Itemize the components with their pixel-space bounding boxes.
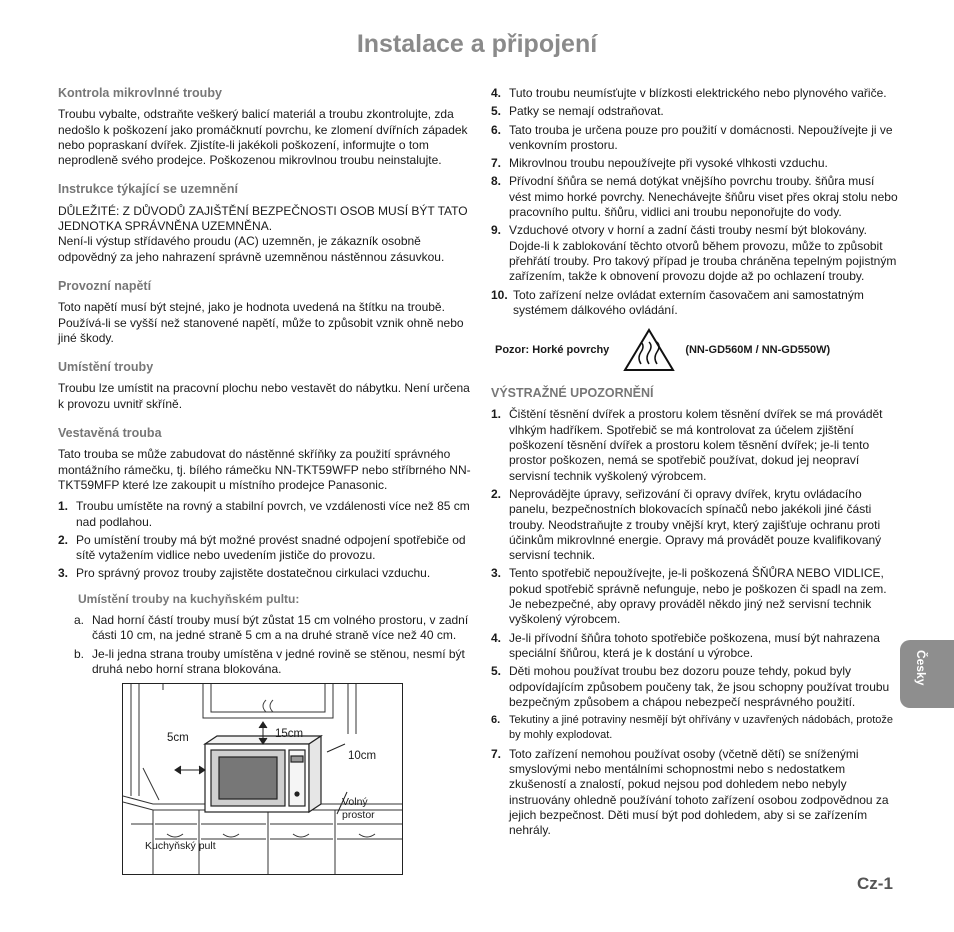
counter-placement-list xyxy=(58,613,476,677)
list-item xyxy=(491,747,899,839)
dim-label-10cm: 10cm xyxy=(348,750,377,762)
list-item xyxy=(491,664,899,710)
list-item xyxy=(491,631,899,662)
item-number: 1. xyxy=(491,407,502,422)
free-space-label-2: prostor xyxy=(342,809,375,821)
section-text-placement: Troubu lze umístit na pracovní plochu nebo vestavět do nábytku. Není určena k provozu uvnitř skříně. xyxy=(58,381,470,411)
caution-models: (NN-GD560M / NN-GD550W) xyxy=(685,343,831,356)
item-text: Toto zařízení nemohou používat osoby (včetně dětí) se sníženými smyslovými nebo mentálními schopnostmi nebo s nedostatkem zkušeností a znalostí, pokud nejsou pod dohledem nebo nebyly instruovány ohledně používání tohoto zařízení osobou zodpovědnou za jejich bezpečnost. Děti musí být pod dohledem, aby si se zařízením nehrály. xyxy=(509,746,889,838)
item-number: 3. xyxy=(58,566,69,581)
item-text: Troubu umístěte na rovný a stabilní povrch, ve vzdálenosti více než 85 cm nad podlahou. xyxy=(76,499,470,529)
list-item xyxy=(491,174,899,220)
item-number: 2. xyxy=(58,532,69,547)
section-title-check: Kontrola mikrovlnné trouby xyxy=(58,86,222,100)
list-item xyxy=(58,499,476,530)
grounding-important: DŮLEŽITÉ: Z DŮVODŮ ZAJIŠTĚNÍ BEZPEČNOSTI OSOB MUSÍ BÝT TATO JEDNOTKA SPRÁVNĚNA UZEMNĚNA. xyxy=(58,203,468,234)
list-item xyxy=(491,407,899,483)
caution-label: Pozor: Horké povrchy xyxy=(495,343,610,356)
page-number: Cz-1 xyxy=(857,874,893,893)
item-text: Je-li jedna strana trouby umístěna v jedné rovině se stěnou, nesmí být druhá nebo horní strana blokována. xyxy=(92,646,465,676)
item-text: Děti mohou používat troubu bez dozoru pouze tehdy, pokud byly odpovídajícím způsobem poučeny tak, že jsou schopny používat troubu bezpečným způsobem a chápou nebezpečí nesprávného použití. xyxy=(509,664,890,709)
language-tab xyxy=(900,640,954,708)
free-space-label: Volný xyxy=(342,796,368,808)
item-letter: b. xyxy=(74,646,85,661)
list-item xyxy=(491,487,899,563)
warning-title: VÝSTRAŽNÉ UPOZORNĚNÍ xyxy=(491,386,654,401)
item-text: Je-li přívodní šňůra tohoto spotřebiče poškozena, musí být nahrazena speciální šňůrou, která je k dostání u výrobce. xyxy=(509,630,880,660)
list-item xyxy=(58,613,476,644)
hot-surface-caution xyxy=(495,328,899,372)
item-number: 5. xyxy=(491,104,502,119)
left-column xyxy=(58,86,476,680)
placement-list-cont xyxy=(491,86,899,318)
item-letter: a. xyxy=(74,613,85,628)
item-text: Čištění těsnění dvířek a prostoru kolem těsnění dvířek se má provádět vlhkým hadříkem. Spotřebič se má kontrolovat za účelem zjištění poškození těsnění dvířek a prostoru kolem těsnění dvířek; je-li tento prostor poškozen, nemá se spotřebič používat, dokud jej neopraví servisní technik vyškolený výrobcem. xyxy=(509,407,883,483)
item-number: 6. xyxy=(491,714,501,727)
section-text-voltage: Toto napětí musí být stejné, jako je hodnota uvedená na štítku na troubě. Používá-li se vyšší než stanovené napětí, může to způsobit vznik ohně nebo jiné škody. xyxy=(58,300,464,345)
item-text: Tato trouba je určena pouze pro použití v domácnosti. Nepoužívejte ji ve venkovním prostoru. xyxy=(509,122,893,152)
list-item xyxy=(491,288,899,319)
list-item xyxy=(58,647,476,678)
list-item xyxy=(491,86,899,101)
item-text: Po umístění trouby má být možné provést snadné odpojení spotřebiče od sítě vytažením vidlice nebo uvedením jističe do provozu. xyxy=(76,532,466,563)
section-text-built-in: Tato trouba se může zabudovat do nástěnné skříňky za použití správného montážního rámečku, tj. bílého rámečku NN-TKT59WFP nebo stříbrného NN-TKT59MFP které lze zakoupit u místního prodejce Panasonic. xyxy=(58,447,471,492)
list-item xyxy=(491,123,899,154)
counter-placement-title: Umístění trouby na kuchyňském pultu: xyxy=(78,591,300,606)
list-item xyxy=(491,713,899,744)
item-text: Pro správný provoz trouby zajistěte dostatečnou cirkulaci vzduchu. xyxy=(76,566,431,581)
item-text: Nad horní částí trouby musí být zůstat 15 cm volného prostoru, v zadní části 10 cm, na jedné straně 5 cm a na druhé straně více než 40 cm. xyxy=(92,613,469,643)
dim-label-5cm: 5cm xyxy=(167,732,189,744)
item-text: Tento spotřebič nepoužívejte, je-li poškozená ŠŇŮRA NEBO VIDLICE, pokud spotřebič správně nefunguje, nebo je poškozen či spadl na zem. Je nebezpečné, aby opravy prováděl někdo jiný než servisní technik vyškolený výrobcem. xyxy=(509,566,887,627)
list-item xyxy=(491,566,899,627)
item-text: Tekutiny a jiné potraviny nesmějí být ohřívány v uzavřených nádobách, protože by mohly explodovat. xyxy=(509,714,893,742)
list-item xyxy=(491,223,899,284)
item-text: Patky se nemají odstraňovat. xyxy=(509,104,664,119)
item-number: 3. xyxy=(491,566,502,581)
item-text: Neprovádějte úpravy, seřizování či opravy dvířek, krytu ovládacího panelu, bezpečnostních blokovacích spínačů nebo jakékoli jiné části trouby. Neodstraňujte z trouby vnější kryt, který zajišťuje ochranu proti účinkům mikrovlnné energie. Opravy má provádět pouze kvalifikovaný servisní technik. xyxy=(509,486,882,563)
item-number: 1. xyxy=(58,499,69,514)
item-number: 6. xyxy=(491,122,502,137)
page-title: Instalace a připojení xyxy=(356,30,598,58)
list-item xyxy=(58,566,476,581)
list-item xyxy=(491,104,899,119)
item-number: 5. xyxy=(491,664,502,679)
section-text-check: Troubu vybalte, odstraňte veškerý balicí materiál a troubu zkontrolujte, zda nedošlo k poškození jako promáčknutí povrchu, ke zlomení dvířních západek nebo popraskaní dvířek. Zjistíte-li jakékoli poškození, informujte o tom neprodleně svého prodejce. Poškozenou mikrovlnou troubu neinstalujte. xyxy=(58,107,468,168)
section-title-built-in: Vestavěná trouba xyxy=(58,426,162,441)
section-title-grounding: Instrukce týkající se uzemnění xyxy=(58,182,238,197)
grounding-text: Není-li výstup střídavého proudu (AC) uzemněn, je zákazník osobně odpovědný za jeho nahrazení správně uzemněnou nástěnnou zásuvkou. xyxy=(58,234,445,264)
item-text: Tuto troubu neumísťujte v blízkosti elektrického nebo plynového vařiče. xyxy=(509,86,887,100)
item-number: 2. xyxy=(491,486,502,501)
warning-list xyxy=(491,407,899,838)
item-text: Přívodní šňůra se nemá dotýkat vnějšího povrchu trouby. šňůra musí vést mimo horké povrchy. Nenechávejte šňůru viset přes okraj stolu nebo pracovního pultu. šňůru, vidlici ani troubu neponořujte do vody. xyxy=(509,174,898,220)
item-number: 4. xyxy=(491,630,502,645)
section-title-placement: Umístění trouby xyxy=(58,360,154,375)
list-item xyxy=(491,156,899,171)
dim-label-15cm: 15cm xyxy=(275,728,304,740)
item-number: 7. xyxy=(491,156,502,171)
item-text: Toto zařízení nelze ovládat externím časovačem ani samostatným systémem dálkového ovládání. xyxy=(513,287,864,317)
counter-label: Kuchyňský pult xyxy=(145,840,216,852)
language-tab-label: Česky xyxy=(914,650,928,686)
hot-surface-icon xyxy=(623,328,675,372)
item-text: Vzduchové otvory v horní a zadní části trouby nesmí být blokovány. Dojde-li k zablokování těchto otvorů během provozu, může to způsobit přehřátí trouby. Pro takový případ je trouba chráněna tepelným pojistným zařízením, takže k obnovení provozu dojde až po ochlazení trouby. xyxy=(509,223,897,284)
right-column xyxy=(491,86,899,841)
item-number: 4. xyxy=(491,86,502,100)
installation-illustration xyxy=(122,683,403,875)
section-title-voltage: Provozní napětí xyxy=(58,278,152,293)
item-number: 10. xyxy=(491,287,508,302)
placement-list xyxy=(58,499,476,581)
list-item xyxy=(58,533,476,564)
item-number: 9. xyxy=(491,223,502,238)
item-number: 8. xyxy=(491,174,502,189)
item-number: 7. xyxy=(491,746,502,761)
item-text: Mikrovlnou troubu nepoužívejte při vysoké vlhkosti vzduchu. xyxy=(509,156,828,171)
